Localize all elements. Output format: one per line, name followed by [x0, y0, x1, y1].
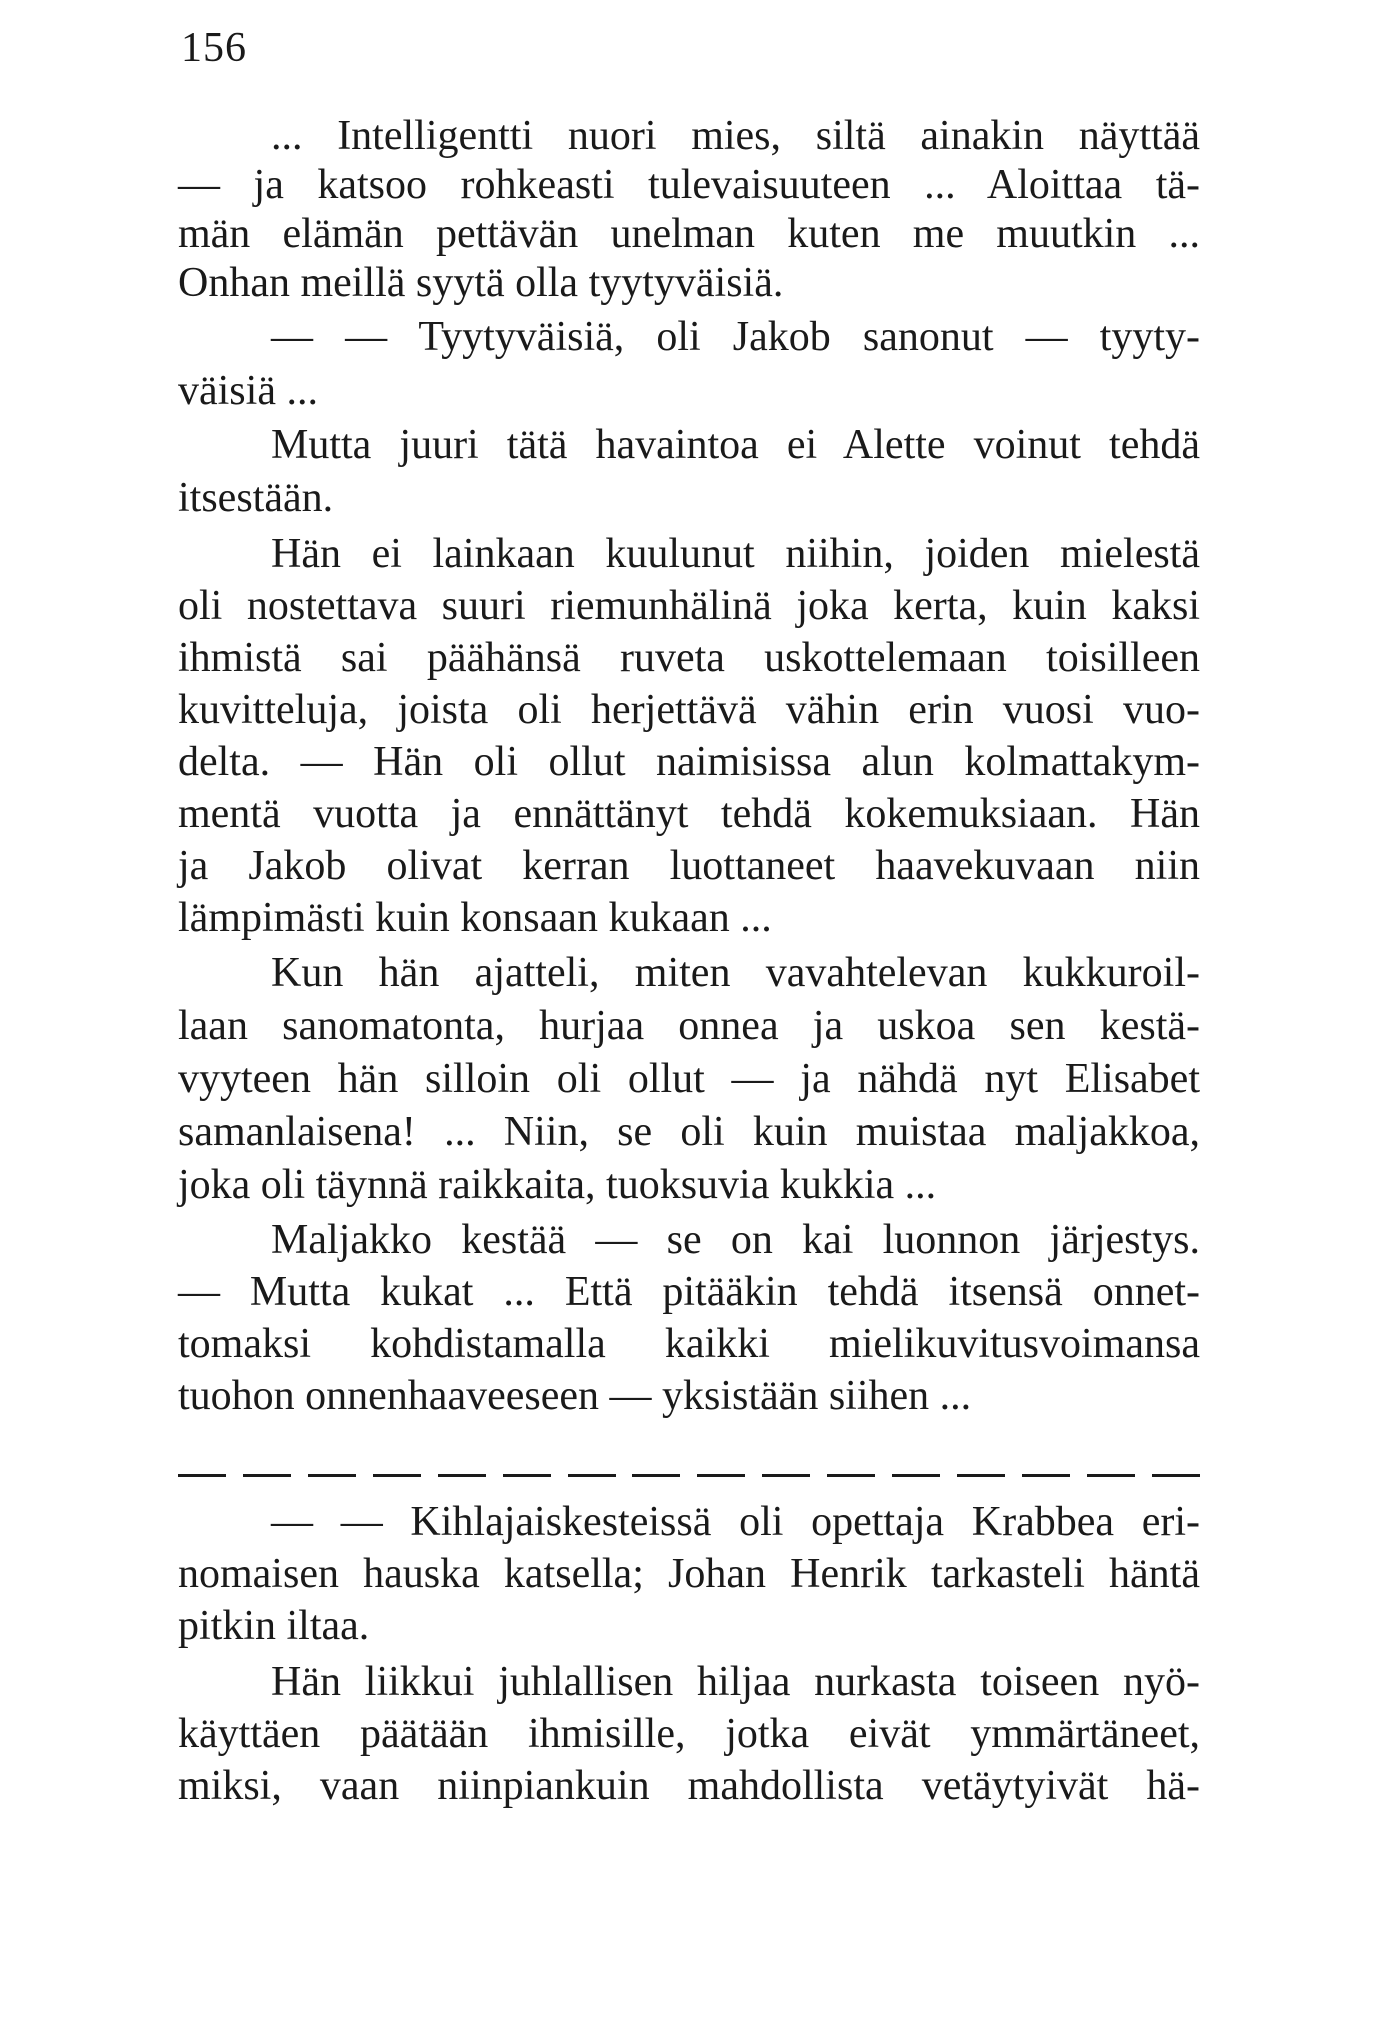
- text-line: Hän ei lainkaan kuulunut niihin, joiden mielestä: [271, 531, 1200, 577]
- text-line: ja Jakob olivat kerran luottaneet haavekuvaan niin: [178, 843, 1200, 889]
- text-line: lämpimästi kuin konsaan kukaan ...: [178, 895, 772, 941]
- text-line: itsestään.: [178, 475, 334, 521]
- text-line: joka oli täynnä raikkaita, tuoksuvia kukkia ...: [178, 1162, 937, 1208]
- text-line: Maljakko kestää — se on kai luonnon järjestys.: [271, 1217, 1200, 1263]
- text-line: ... Intelligentti nuori mies, siltä ainakin näyttää: [271, 113, 1200, 159]
- text-line: oli nostettava suuri riemunhälinä joka kerta, kuin kaksi: [178, 583, 1200, 629]
- text-line: män elämän pettävän unelman kuten me muutkin ...: [178, 211, 1200, 257]
- text-line: tomaksi kohdistamalla kaikki mielikuvitusvoimansa: [178, 1321, 1200, 1367]
- text-line: — — Kihlajaiskesteissä oli opettaja Krabbea eri-: [271, 1499, 1200, 1545]
- section-divider: [178, 1474, 1200, 1480]
- text-line: Kun hän ajatteli, miten vavahtelevan kukkuroil-: [271, 950, 1200, 996]
- text-line: nomaisen hauska katsella; Johan Henrik tarkasteli häntä: [178, 1551, 1200, 1597]
- page-number: 156: [181, 25, 247, 71]
- text-line: pitkin iltaa.: [178, 1603, 370, 1649]
- text-line: miksi, vaan niinpiankuin mahdollista vetäytyivät hä-: [178, 1763, 1200, 1809]
- text-line: ihmistä sai päähänsä ruveta uskottelemaan toisilleen: [178, 635, 1200, 681]
- text-line: mentä vuotta ja ennättänyt tehdä kokemuksiaan. Hän: [178, 791, 1200, 837]
- text-line: kuvitteluja, joista oli herjettävä vähin erin vuosi vuo-: [178, 687, 1200, 733]
- text-line: Mutta juuri tätä havaintoa ei Alette voinut tehdä: [271, 422, 1200, 468]
- text-line: — ja katsoo rohkeasti tulevaisuuteen ... Aloittaa tä-: [178, 162, 1200, 208]
- text-line: — Mutta kukat ... Että pitääkin tehdä itsensä onnet-: [178, 1269, 1200, 1315]
- text-line: samanlaisena! ... Niin, se oli kuin muistaa maljakkoa,: [178, 1109, 1200, 1155]
- text-line: Onhan meillä syytä olla tyytyväisiä.: [178, 260, 784, 306]
- text-line: — — Tyytyväisiä, oli Jakob sanonut — tyyty-: [271, 314, 1200, 360]
- text-line: väisiä ...: [178, 368, 318, 414]
- text-line: delta. — Hän oli ollut naimisissa alun kolmattakym-: [178, 739, 1200, 785]
- text-line: Hän liikkui juhlallisen hiljaa nurkasta toiseen nyö-: [271, 1659, 1200, 1705]
- text-line: käyttäen päätään ihmisille, jotka eivät ymmärtäneet,: [178, 1711, 1200, 1757]
- text-line: vyyteen hän silloin oli ollut — ja nähdä nyt Elisabet: [178, 1056, 1200, 1102]
- text-line: laan sanomatonta, hurjaa onnea ja uskoa sen kestä-: [178, 1003, 1200, 1049]
- text-line: tuohon onnenhaaveeseen — yksistään siihen ...: [178, 1373, 972, 1419]
